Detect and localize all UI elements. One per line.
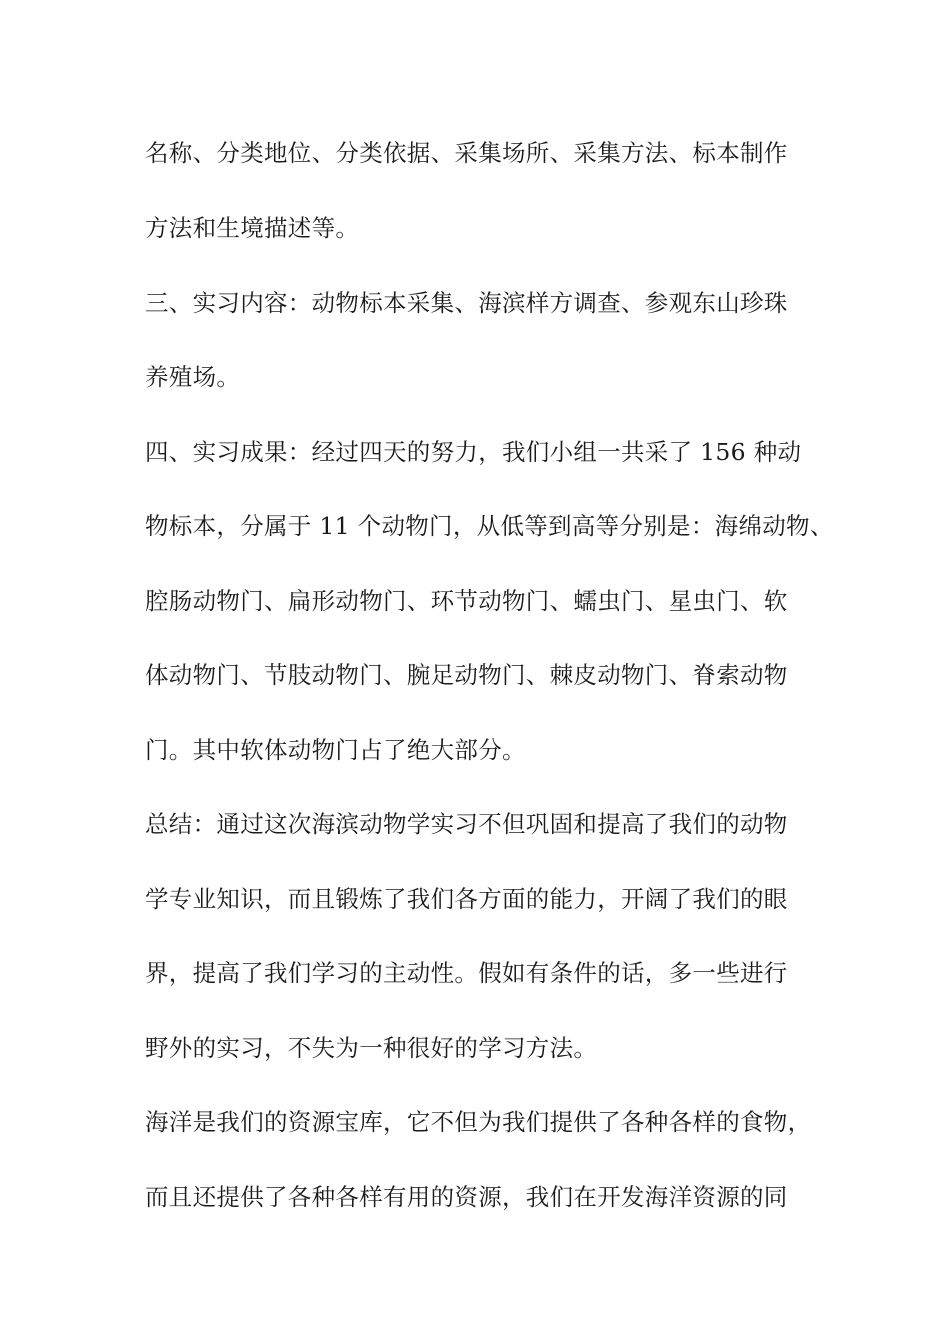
text-line: 名称、分类地位、分类依据、采集场所、采集方法、标本制作 [145,139,788,167]
text-line: 物标本，分属于 11 个动物门，从低等到高等分别是：海绵动物、 [145,512,834,540]
text-line: 总结：通过这次海滨动物学实习不但巩固和提高了我们的动物 [145,810,788,838]
text-line: 海洋是我们的资源宝库，它不但为我们提供了各种各样的食物， [145,1108,812,1136]
text-line: 野外的实习，不失为一种很好的学习方法。 [145,1034,598,1062]
text-line: 腔肠动物门、扁形动物门、环节动物门、蠕虫门、星虫门、软 [145,587,788,615]
text-line: 而且还提供了各种各样有用的资源，我们在开发海洋资源的同 [145,1183,788,1211]
text-line: 体动物门、节肢动物门、腕足动物门、棘皮动物门、脊索动物 [145,661,788,689]
text-line: 界，提高了我们学习的主动性。假如有条件的话，多一些进行 [145,959,788,987]
text-line: 门。其中软体动物门占了绝大部分。 [145,736,526,764]
text-line: 三、实习内容：动物标本采集、海滨样方调查、参观东山珍珠 [145,289,788,317]
text-line: 方法和生境描述等。 [145,214,360,242]
text-line: 学专业知识，而且锻炼了我们各方面的能力，开阔了我们的眼 [145,885,788,913]
text-line: 养殖场。 [145,363,241,391]
text-line: 四、实习成果：经过四天的努力，我们小组一共采了 156 种动 [145,438,802,466]
